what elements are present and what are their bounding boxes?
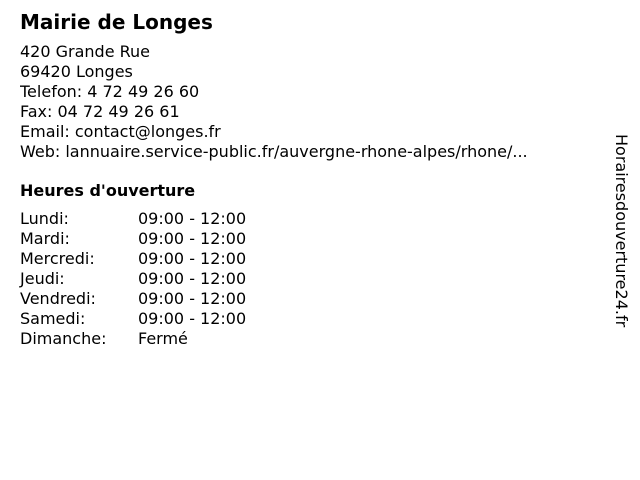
business-card (20, 10, 600, 349)
hours-day: Mercredi: (20, 249, 95, 268)
address-line-2: 69420 Longes (20, 62, 133, 81)
address-line-1: 420 Grande Rue (20, 42, 151, 61)
hours-time: 09:00 - 12:00 (138, 229, 247, 248)
hours-row-tuesday (20, 229, 600, 249)
hours-time: 09:00 - 12:00 (138, 209, 247, 228)
phone-number[interactable]: Telefon: 4 72 49 26 60 (20, 82, 200, 101)
hours-time: 09:00 - 12:00 (138, 289, 247, 308)
hours-row-monday (20, 209, 600, 229)
opening-hours-table (20, 209, 600, 349)
hours-day: Lundi: (20, 209, 69, 228)
hours-row-friday (20, 289, 600, 309)
hours-day: Samedi: (20, 309, 86, 328)
hours-row-saturday (20, 309, 600, 329)
site-watermark: Horairesdouverture24.fr (612, 134, 631, 328)
hours-time: 09:00 - 12:00 (138, 309, 247, 328)
hours-day: Dimanche: (20, 329, 107, 348)
email-link[interactable]: Email: contact@longes.fr (20, 122, 221, 141)
fax-number: Fax: 04 72 49 26 61 (20, 102, 180, 121)
hours-day: Mardi: (20, 229, 70, 248)
hours-time: 09:00 - 12:00 (138, 269, 247, 288)
website-link[interactable]: Web: lannuaire.service-public.fr/auvergne-rhone-alpes/rhone/... (20, 142, 528, 161)
business-name: Mairie de Longes (20, 10, 213, 34)
hours-row-sunday (20, 329, 600, 349)
hours-day: Vendredi: (20, 289, 96, 308)
hours-row-thursday (20, 269, 600, 289)
hours-time: Fermé (138, 329, 188, 348)
opening-hours-heading: Heures d'ouverture (20, 181, 196, 200)
hours-day: Jeudi: (20, 269, 65, 288)
hours-row-wednesday (20, 249, 600, 269)
hours-time: 09:00 - 12:00 (138, 249, 247, 268)
